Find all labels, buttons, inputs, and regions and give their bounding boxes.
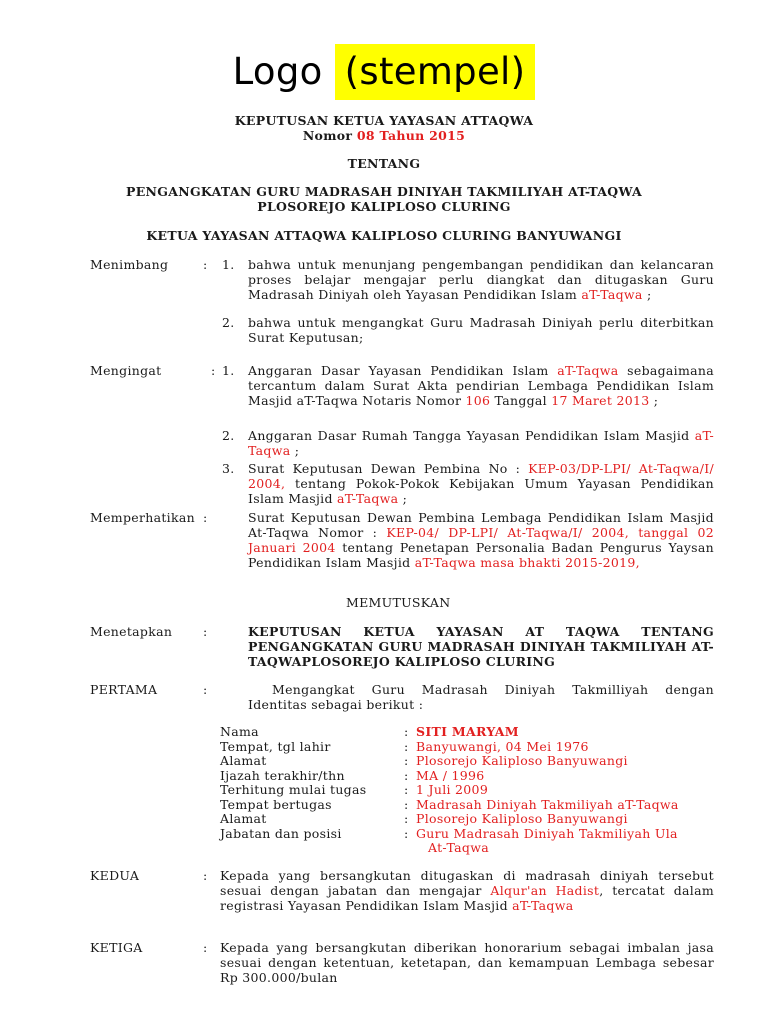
pertama-colon: : [203,682,208,697]
ketiga-text: Kepada yang bersangkutan diberikan honorarium sebagai imbalan jasa sesuai dengan ketentuan, ketetapan, dan kemampuan Lembaga sebesar Rp 300.000/bulan [220,940,714,985]
field-colon: : [404,753,409,768]
kedua-label: KEDUA [90,868,140,883]
mengingat-label: Mengingat [90,363,162,378]
field-colon: : [404,826,409,841]
pertama-label: PERTAMA [90,682,158,697]
tentang-heading: TENTANG [347,156,421,171]
field-colon: : [404,797,409,812]
subject-line-2: PLOSOREJO KALIPLOSO CLURING [257,199,511,214]
field-value-tempat-tugas: Madrasah Diniyah Takmiliyah aT-Taqwa [416,797,679,812]
menetapkan-colon: : [203,624,208,639]
field-value-jabatan-cont: At-Taqwa [428,840,489,855]
field-label: Alamat [220,811,267,826]
pertama-text: Mengangkat Guru Madrasah Diniyah Takmilliyah dengan Identitas sebagai berikut : [248,682,714,712]
logo-placeholder [0,44,768,100]
field-label: Tempat bertugas [220,797,332,812]
menimbang-item-2: bahwa untuk mengangkat Guru Madrasah Diniyah perlu diterbitkan Surat Keputusan; [248,315,714,345]
field-value-nama: SITI MARYAM [416,724,519,739]
mengingat-num-2: 2. [222,428,235,443]
memperhatikan-label: Memperhatikan [90,510,195,525]
mengingat-num-1: 1. [222,363,235,378]
decree-title: KEPUTUSAN KETUA YAYASAN ATTAQWA [234,113,534,128]
mengingat-item-3: Surat Keputusan Dewan Pembina No : KEP-03/DP-LPI/ At-Taqwa/I/ 2004, tentang Pokok-Pokok Kebijakan Umum Yayasan Pendidikan Islam Masjid aT-Taqwa ; [248,461,714,506]
field-colon: : [404,739,409,754]
menimbang-colon: : [203,257,208,272]
field-colon: : [404,724,409,739]
kedua-text: Kepada yang bersangkutan ditugaskan di madrasah diniyah tersebut sesuai dengan jabatan dan mengajar Alqur'an Hadist, tercatat dalam registrasi Yayasan Pendidikan Islam Masjid aT-Taqwa [220,868,715,913]
field-label: Jabatan dan posisi [220,826,342,841]
menetapkan-label: Menetapkan [90,624,173,639]
mengingat-item-1: Anggaran Dasar Yayasan Pendidikan Islam aT-Taqwa sebagaimana tercantum dalam Surat Akta pendirian Lembaga Pendidikan Islam Masjid aT-Taqwa Notaris Nomor 106 Tanggal 17 Maret 2013 ; [248,363,714,408]
field-value-jabatan: Guru Madrasah Diniyah Takmiliyah Ula [416,826,678,841]
menimbang-num-2: 2. [222,315,235,330]
field-value-tmt: 1 Juli 2009 [416,782,489,797]
logo-label: Logo [232,50,335,93]
field-value-ijazah: MA / 1996 [416,768,485,783]
mengingat-num-3: 3. [222,461,235,476]
subject-line-1: PENGANGKATAN GURU MADRASAH DINIYAH TAKMILIYAH AT-TAQWA [126,184,642,199]
kedua-colon: : [203,868,208,883]
mengingat-item-2: Anggaran Dasar Rumah Tangga Yayasan Pendidikan Islam Masjid aT-Taqwa ; [248,428,714,458]
field-label: Tempat, tgl lahir [220,739,331,754]
memutuskan-heading: MEMUTUSKAN [346,595,451,610]
decree-number-value: 08 Tahun 2015 [356,128,466,143]
mengingat-colon: : [211,363,216,378]
ketiga-label: KETIGA [90,940,143,955]
decree-number [0,128,768,143]
field-label: Nama [220,724,259,739]
menetapkan-text: KEPUTUSAN KETUA YAYASAN AT TAQWA TENTANG PENGANGKATAN GURU MADRASAH DINIYAH TAKMILIYAH AT-TAQWAPLOSOREJO KALIPLOSO CLURING [248,624,714,669]
decree-number-label: Nomor [302,128,357,143]
memperhatikan-colon: : [203,510,208,525]
menimbang-num-1: 1. [222,257,235,272]
field-colon: : [404,768,409,783]
field-label: Ijazah terakhir/thn [220,768,345,783]
ketiga-colon: : [203,940,208,955]
field-label: Alamat [220,753,267,768]
menimbang-label: Menimbang [90,257,169,272]
field-value-alamat-tugas: Plosorejo Kaliploso Banyuwangi [416,811,628,826]
field-value-alamat: Plosorejo Kaliploso Banyuwangi [416,753,628,768]
field-label: Terhitung mulai tugas [220,782,367,797]
field-colon: : [404,811,409,826]
field-value-ttl: Banyuwangi, 04 Mei 1976 [416,739,589,754]
logo-stamp-highlight: (stempel) [335,44,536,100]
field-colon: : [404,782,409,797]
memperhatikan-text: Surat Keputusan Dewan Pembina Lembaga Pendidikan Islam Masjid At-Taqwa Nomor : KEP-04/ DP-LPI/ At-Taqwa/I/ 2004, tanggal 02 Januari 2004 tentang Penetapan Personalia Badan Pengurus Yaysan Pendidikan Islam Masjid aT-Taqwa masa bhakti 2015-2019, [248,510,714,570]
menimbang-item-1: bahwa untuk menunjang pengembangan pendidikan dan kelancaran proses belajar mengajar perlu diangkat dan ditugaskan Guru Madrasah Diniyah oleh Yayasan Pendidikan Islam aT-Taqwa ; [248,257,714,302]
issuer-heading: KETUA YAYASAN ATTAQWA KALIPLOSO CLURING BANYUWANGI [146,228,622,243]
